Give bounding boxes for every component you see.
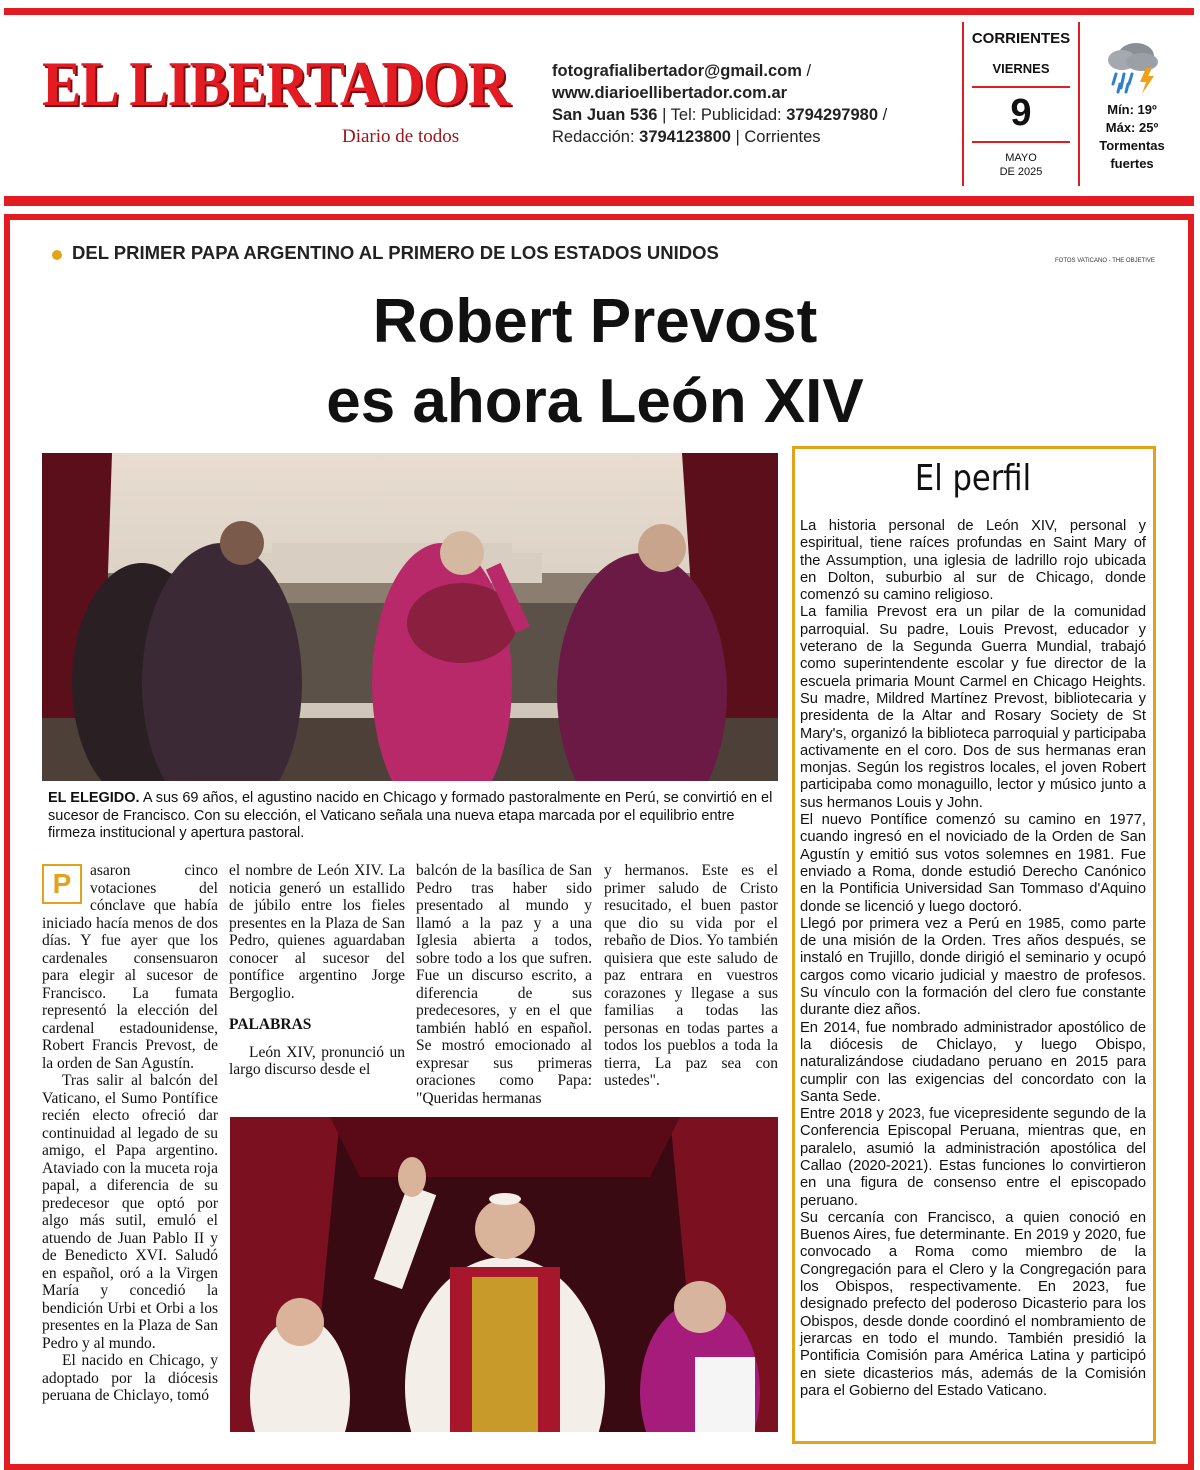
date-city: CORRIENTES bbox=[971, 30, 1071, 47]
col1-paragraph-3: El nacido en Chicago, y adoptado por la diócesis peruana de Chiclayo, tomó bbox=[42, 1352, 218, 1404]
headline-line-2: es ahora León XIV bbox=[326, 367, 864, 436]
caption-label: EL ELEGIDO. bbox=[48, 790, 140, 806]
weather-min: Mín: 19º bbox=[1107, 102, 1157, 117]
article-headline bbox=[40, 282, 1150, 442]
date-weekday: VIERNES bbox=[992, 61, 1050, 76]
date-month: MAYO bbox=[1005, 152, 1037, 164]
tel-redaccion: 3794123800 bbox=[639, 128, 731, 146]
masthead-top-rule bbox=[4, 8, 1194, 15]
sidebar-paragraph: La historia personal de León XIV, personal y espiritual, tiene raíces profundas en Saint Mary of the Assumption, una iglesia de ladrillo rojo ubicada en Dolton, suburbio al sur de Chicago, donde comenzó su camino religioso. bbox=[800, 518, 1146, 604]
col4-paragraph-1: y hermanos. Este es el primer saludo de Cristo resucitado, el buen pastor que dio su vida por el rebaño de Dios. Yo también quisiera que este saludo de paz entrara en vuestros corazones y llegase a sus familias a todas las personas en todas partes a todos los pueblos a toda la tierra, La paz sea con ustedes". bbox=[604, 862, 778, 1089]
article-column-3 bbox=[416, 862, 592, 1107]
caption-text: A sus 69 años, el agustino nacido en Chicago y formado pastoralmente en Perú, se convirtió en el sucesor de Francisco. Con su elección, el Vaticano señala una nueva etapa marcada por el equilibrio entre firmeza institucional y apertura pastoral. bbox=[48, 790, 773, 841]
pope-waving-illustration bbox=[230, 1117, 778, 1432]
date-box bbox=[962, 22, 1080, 186]
date-day: 9 bbox=[972, 86, 1070, 143]
balcony-crowd-illustration bbox=[42, 453, 778, 781]
sidebar-paragraph: Entre 2018 y 2023, fue vicepresidente segundo de la Conferencia Episcopal Peruana, mientras que, en paralelo, asumió la administración apostólica del Callao (2020-2021). Estas funciones lo convirtieron en una figura de consenso entre el episcopado peruano. bbox=[800, 1106, 1146, 1209]
storm-cloud-icon bbox=[1102, 38, 1162, 96]
headline-line-1: Robert Prevost bbox=[372, 287, 818, 356]
tel-label: Tel: Publicidad: bbox=[670, 106, 782, 124]
col2-paragraph-1: el nombre de León XIV. La noticia generó un estallido de júbilo entre los fieles presentes en la Plaza de San Pedro, quienes aguardaban conocer al sucesor del pontífice argentino Jorge Bergoglio. bbox=[229, 862, 405, 1002]
sidebar-paragraph: La familia Prevost era un pilar de la comunidad parroquial. Su padre, Louis Prevost, educador y veterano de la Segunda Guerra Mundial, trabajó como superintendente escolar y fue director de la escuela primaria Mount Carmel en Chicago Heights. Su madre, Mildred Martínez Prevost, bibliotecaria y presidenta de la Altar and Rosary Society de St Mary's, organizó la biblioteca parroquial y participaba activamente en el coro. Dos de sus hermanas eran monjas. Según los registros locales, el joven Robert participaba como monaguillo, lector y músico junto a sus hermanos Louis y John. bbox=[800, 604, 1146, 811]
weather-max: Máx: 25º bbox=[1105, 120, 1159, 135]
weather-box bbox=[1082, 38, 1182, 173]
sidebar-body bbox=[800, 518, 1146, 1400]
contact-info: fotografialibertador@gmail.com / www.diarioellibertador.com.ar San Juan 536 | Tel: Publicidad: 3794297980 / Redacción: 3794123800 | Corrientes bbox=[552, 62, 888, 146]
col1-paragraph-1: asaron cinco votaciones del cónclave que había iniciado hacía menos de dos días. Y fue ayer que los cardenales consensuaron para elegir al sucesor de Francisco. La fumata representó la elección del cardenal estadounidense, Robert Francis Prevost, de la orden de San Agustín. bbox=[42, 862, 218, 1072]
contact-email[interactable]: fotografialibertador@gmail.com bbox=[552, 62, 802, 80]
date-year: DE 2025 bbox=[999, 166, 1043, 178]
pope-waving-photo[interactable] bbox=[230, 1117, 778, 1432]
newspaper-logo[interactable]: EL LIBERTADOR bbox=[42, 48, 510, 119]
contact-web[interactable]: www.diarioellibertador.com.ar bbox=[552, 84, 788, 102]
col2-paragraph-2: León XIV, pronunció un largo discurso desde el bbox=[229, 1043, 405, 1078]
newspaper-tagline: Diario de todos bbox=[342, 126, 460, 147]
contact-address: San Juan 536 bbox=[552, 106, 658, 124]
masthead-bottom-rule bbox=[4, 196, 1194, 206]
balcony-crowd-photo[interactable] bbox=[42, 453, 778, 781]
section-subhead: PALABRAS bbox=[229, 1016, 312, 1033]
drop-cap: P bbox=[42, 864, 82, 904]
article-column-2 bbox=[229, 862, 405, 1079]
article-kicker: DEL PRIMER PAPA ARGENTINO AL PRIMERO DE LOS ESTADOS UNIDOS bbox=[72, 242, 719, 263]
sidebar-paragraph: Llegó por primera vez a Perú en 1985, como parte de una misión de la Orden. Tres años después, se instaló en Trujillo, donde dirigió el seminario y ocupó cargos como vicario judicial y maestro de profesos. Su vínculo con la formación del clero fue constante durante diez años. bbox=[800, 915, 1146, 1019]
sidebar-title: El perfil bbox=[914, 458, 1032, 499]
sidebar-paragraph: En 2014, fue nombrado administrador apostólico de la diócesis de Chiclayo, y luego Obispo, naturalizándose ciudadano peruano en 2015 para cumplir con las exigencias del concordato con la Santa Sede. bbox=[800, 1019, 1146, 1105]
photo-caption bbox=[48, 790, 774, 843]
contact-city: Corrientes bbox=[744, 128, 821, 146]
kicker-bullet-icon bbox=[52, 250, 62, 260]
col3-paragraph-1: balcón de la basílica de San Pedro tras haber sido presentado al mundo y llamó a la paz y a una Iglesia abierta a todos, sobre todo a los que sufren. Fue un discurso escrito, a diferencia de sus predecesores, y en el que también habló en español. Se mostró emocionado al expresar sus primeras oraciones como Papa: "Queridas hermanas bbox=[416, 862, 592, 1107]
photo-credit: FOTOS VATICANO - THE OBJETIVE bbox=[1055, 258, 1155, 264]
sidebar-paragraph: Su cercanía con Francisco, a quien conoció en Buenos Aires, fue determinante. En 2019 y 2020, fue convocado a Roma como miembro de la Congregación para el Clero y la Congregación para los Obispos, respectivamente. En 2023, fue designado prefecto del poderoso Dicasterio para los Obispos, desde donde coordinó el nombramiento de jerarcas en todo el mundo. También presidió la Pontificia Comisión para América Latina y participó en siete dicasterios más, además de la Comisión para el Gobierno del Estado Vaticano. bbox=[800, 1209, 1146, 1399]
article-column-1 bbox=[42, 862, 218, 1405]
weather-desc-1: Tormentas bbox=[1099, 138, 1165, 153]
weather-desc-2: fuertes bbox=[1110, 156, 1154, 171]
col1-paragraph-2: Tras salir al balcón del Vaticano, el Sumo Pontífice recién electo ofreció dar continuidad al legado de su amigo, el Papa argentino. Ataviado con la muceta roja papal, a diferencia de su predecesor que optó por algo más sutil, emuló el atuendo de Juan Pablo II y de Benedicto XVI. Saludó en español, oró a la Virgen María y concedió la bendición Urbi et Orbi a los presentes en la Plaza de San Pedro y al mundo. bbox=[42, 1072, 218, 1352]
article-column-4 bbox=[604, 862, 778, 1090]
redaccion-label: Redacción: bbox=[552, 128, 635, 146]
tel-publicidad: 3794297980 bbox=[786, 106, 878, 124]
sidebar-paragraph: El nuevo Pontífice comenzó su camino en 1977, cuando ingresó en el noviciado de la Orden de San Agustín y emitió sus votos solemnes en 1981. Fue enviado a Roma, donde estudió Derecho Canónico en la Pontificia Universidad San Tommaso d'Aquino donde se licenció y luego doctoró. bbox=[800, 812, 1146, 915]
